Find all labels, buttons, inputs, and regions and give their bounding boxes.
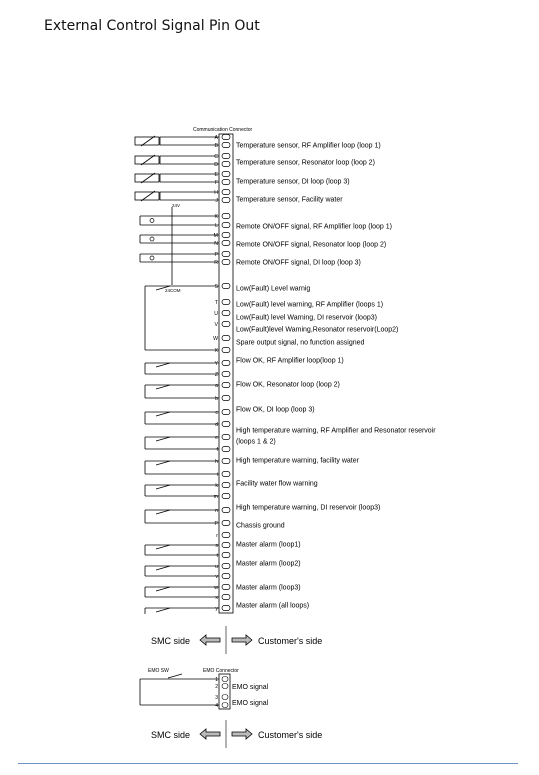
pin-contact bbox=[222, 471, 230, 476]
pin-contact bbox=[222, 299, 230, 304]
pin-letter: b bbox=[215, 396, 218, 402]
arrow-right-icon bbox=[232, 635, 252, 645]
pin-contact bbox=[222, 251, 230, 256]
pin-letter: F bbox=[214, 180, 218, 186]
emo-pin bbox=[222, 677, 228, 682]
pin-letter: U bbox=[214, 311, 218, 317]
optocoupler-symbol bbox=[150, 256, 154, 260]
signal-label: Master alarm (loop1) bbox=[236, 541, 301, 549]
pin-letter: B bbox=[214, 143, 218, 149]
pin-contact bbox=[222, 382, 230, 387]
pin-letter: E bbox=[214, 172, 218, 178]
pin-contact bbox=[222, 605, 230, 610]
pin-letter: y bbox=[215, 606, 218, 612]
signal-label: Master alarm (loop3) bbox=[236, 584, 301, 592]
pin-contact bbox=[222, 283, 230, 288]
optocoupler-symbol bbox=[150, 237, 154, 241]
pin-letter: L bbox=[215, 223, 218, 229]
pin-letter: S bbox=[214, 284, 218, 290]
contact-symbol bbox=[156, 437, 170, 441]
contact-symbol bbox=[156, 587, 170, 591]
emo-pin-number: 2 bbox=[215, 684, 218, 690]
pin-letter: a bbox=[215, 383, 218, 389]
signal-label: Flow OK, RF Amplifier loop(loop 1) bbox=[236, 357, 344, 365]
pin-contact bbox=[222, 573, 230, 578]
pin-contact bbox=[222, 482, 230, 487]
signal-label: Flow OK, DI loop (loop 3) bbox=[236, 406, 315, 414]
pin-contact bbox=[222, 240, 230, 245]
pin-letter: u bbox=[215, 564, 218, 570]
signal-label: Remote ON/OFF signal, Resonator loop (loop 2) bbox=[236, 241, 387, 249]
pin-contact bbox=[222, 142, 230, 147]
pin-contact bbox=[222, 222, 230, 227]
pin-contact bbox=[222, 520, 230, 525]
signal-label: High temperature warning, RF Amplifier and Resonator reservoir bbox=[236, 427, 436, 435]
pin-contact bbox=[222, 171, 230, 176]
emo-pin bbox=[222, 684, 228, 689]
smc-side-label-top: SMC side bbox=[151, 636, 191, 646]
emo-connector-label: EMO Connector bbox=[203, 668, 239, 674]
customer-side-label-bottom: Customer's side bbox=[258, 730, 323, 740]
pin-letter: A bbox=[214, 135, 218, 141]
signal-label: Temperature sensor, Facility water bbox=[236, 196, 343, 204]
pin-letter: w bbox=[214, 585, 218, 591]
pin-letter: R bbox=[214, 260, 218, 266]
pin-contact bbox=[222, 409, 230, 414]
pin-contact bbox=[222, 134, 230, 139]
pin-letter: d bbox=[215, 422, 218, 428]
arrow-left-icon bbox=[200, 635, 220, 645]
page-title: External Control Signal Pin Out bbox=[44, 18, 260, 34]
signal-label: Master alarm (all loops) bbox=[236, 602, 310, 610]
pin-letter: J bbox=[215, 198, 218, 204]
pin-contact bbox=[222, 446, 230, 451]
pin-letter: e bbox=[215, 435, 218, 441]
contact-symbol bbox=[156, 510, 170, 514]
pin-letter: T bbox=[214, 300, 218, 306]
contact-symbol bbox=[156, 385, 170, 389]
contact-symbol bbox=[156, 485, 170, 489]
emo-pin-number: 1 bbox=[215, 677, 218, 683]
emo-pin-number: 4 bbox=[215, 703, 218, 709]
pin-contact bbox=[222, 532, 230, 537]
arrow-right-icon bbox=[232, 729, 252, 739]
emo-signal-label: EMO signal bbox=[232, 684, 269, 691]
signal-label: Temperature sensor, DI loop (loop 3) bbox=[236, 178, 350, 186]
signal-label: Low(Fault) level Warning, DI reservoir (loop3) bbox=[236, 314, 377, 322]
contact-symbol bbox=[156, 608, 170, 612]
pin-letter: n bbox=[215, 508, 218, 514]
signal-label: Temperature sensor, RF Amplifier loop (loop 1) bbox=[236, 142, 381, 150]
pin-contact bbox=[222, 493, 230, 498]
signal-label: Flow OK, Resonator loop (loop 2) bbox=[236, 381, 340, 389]
pin-contact bbox=[222, 421, 230, 426]
connector-label: Communication Connector bbox=[193, 127, 253, 133]
signal-label: Facility water flow warning bbox=[236, 480, 318, 488]
pin-contact bbox=[222, 153, 230, 158]
pin-letter: r bbox=[216, 533, 218, 539]
pin-letter: N bbox=[214, 241, 218, 247]
signal-label: (loops 1 & 2) bbox=[236, 438, 276, 446]
pin-letter: Y bbox=[214, 361, 218, 367]
signal-label: Low(Fault) Level warnig bbox=[236, 285, 311, 293]
pin-contact bbox=[222, 552, 230, 557]
pin-contact bbox=[222, 371, 230, 376]
pin-letter: D bbox=[214, 162, 218, 168]
signal-label: Chassis ground bbox=[236, 522, 285, 530]
pin-letter: M bbox=[213, 233, 218, 239]
thermistor-symbol bbox=[135, 192, 159, 200]
contact-symbol bbox=[156, 566, 170, 570]
signal-label: Low(Fault)level Waming,Resonator reservoir(Loop2) bbox=[236, 326, 399, 334]
pin-contact bbox=[222, 259, 230, 264]
pin-letter: X bbox=[214, 348, 218, 354]
pin-contact bbox=[222, 507, 230, 512]
pin-contact bbox=[222, 335, 230, 340]
pin-letter: i bbox=[216, 472, 218, 478]
emo-switch-label: EMO SW bbox=[148, 668, 169, 674]
signal-label: Temperature sensor, Resonator loop (loop 2) bbox=[236, 159, 375, 167]
pin-letter: k bbox=[215, 483, 218, 489]
pin-contact bbox=[222, 321, 230, 326]
pin-contact bbox=[222, 189, 230, 194]
pin-contact bbox=[222, 347, 230, 352]
supply-24v: 24V bbox=[172, 203, 181, 208]
pin-letter: K bbox=[214, 214, 218, 220]
pin-letter: h bbox=[215, 459, 218, 465]
pin-letter: c bbox=[215, 410, 218, 416]
customer-side-label-top: Customer's side bbox=[258, 636, 323, 646]
pin-letter: V bbox=[214, 322, 218, 328]
emo-pin-number: 3 bbox=[215, 695, 218, 701]
signal-label: Remote ON/OFF signal, RF Amplifier loop (loop 1) bbox=[236, 223, 392, 231]
pin-letter: s bbox=[215, 543, 218, 549]
pin-contact bbox=[222, 179, 230, 184]
pin-letter: t bbox=[216, 553, 218, 559]
pin-contact bbox=[222, 434, 230, 439]
pin-letter: P bbox=[214, 521, 218, 527]
supply-24com: 24COM bbox=[165, 288, 181, 293]
pin-contact bbox=[222, 310, 230, 315]
pin-letter: m bbox=[213, 494, 218, 500]
signal-label: High temperature warning, DI reservoir (loop3) bbox=[236, 504, 381, 512]
emo-signal-label: EMO signal bbox=[232, 700, 269, 707]
signal-label: High temperature warning, facility water bbox=[236, 457, 359, 465]
contact-symbol bbox=[156, 461, 170, 465]
footer-rule bbox=[18, 763, 518, 764]
pin-contact bbox=[222, 458, 230, 463]
pin-contact bbox=[222, 594, 230, 599]
signal-label: Low(Fault) level warning, RF Amplifier (loops 1) bbox=[236, 301, 384, 309]
thermistor-symbol bbox=[135, 137, 159, 145]
pin-contact bbox=[222, 542, 230, 547]
signal-label: Remote ON/OFF signal, DI loop (loop 3) bbox=[236, 259, 361, 267]
signal-label: Master alarm (loop2) bbox=[236, 560, 301, 568]
thermistor-symbol bbox=[135, 174, 159, 182]
emo-pin bbox=[222, 703, 228, 708]
contact-symbol bbox=[156, 412, 170, 416]
pin-letter: v bbox=[215, 574, 218, 580]
emo-pin bbox=[222, 695, 228, 700]
emo-switch-symbol bbox=[168, 674, 182, 678]
pin-contact bbox=[222, 197, 230, 202]
optocoupler-symbol bbox=[150, 219, 154, 223]
pin-letter: P bbox=[214, 252, 218, 258]
arrow-left-icon bbox=[200, 729, 220, 739]
pin-contact bbox=[222, 213, 230, 218]
pin-contact bbox=[222, 161, 230, 166]
thermistor-symbol bbox=[135, 156, 159, 164]
pin-contact bbox=[222, 584, 230, 589]
contact-symbol bbox=[156, 545, 170, 549]
pin-contact bbox=[222, 395, 230, 400]
contact-symbol bbox=[156, 363, 170, 367]
smc-side-label-bottom: SMC side bbox=[151, 730, 191, 740]
pin-contact bbox=[222, 360, 230, 365]
pin-contact bbox=[222, 232, 230, 237]
pin-letter: H bbox=[214, 190, 218, 196]
pin-letter: W bbox=[213, 336, 218, 342]
pin-letter: C bbox=[214, 154, 218, 160]
pin-letter: Z bbox=[214, 372, 218, 378]
pin-contact bbox=[222, 563, 230, 568]
signal-label: Spare output signal, no function assigned bbox=[236, 339, 365, 347]
pin-letter: f bbox=[216, 447, 218, 453]
pin-letter: x bbox=[215, 595, 218, 601]
